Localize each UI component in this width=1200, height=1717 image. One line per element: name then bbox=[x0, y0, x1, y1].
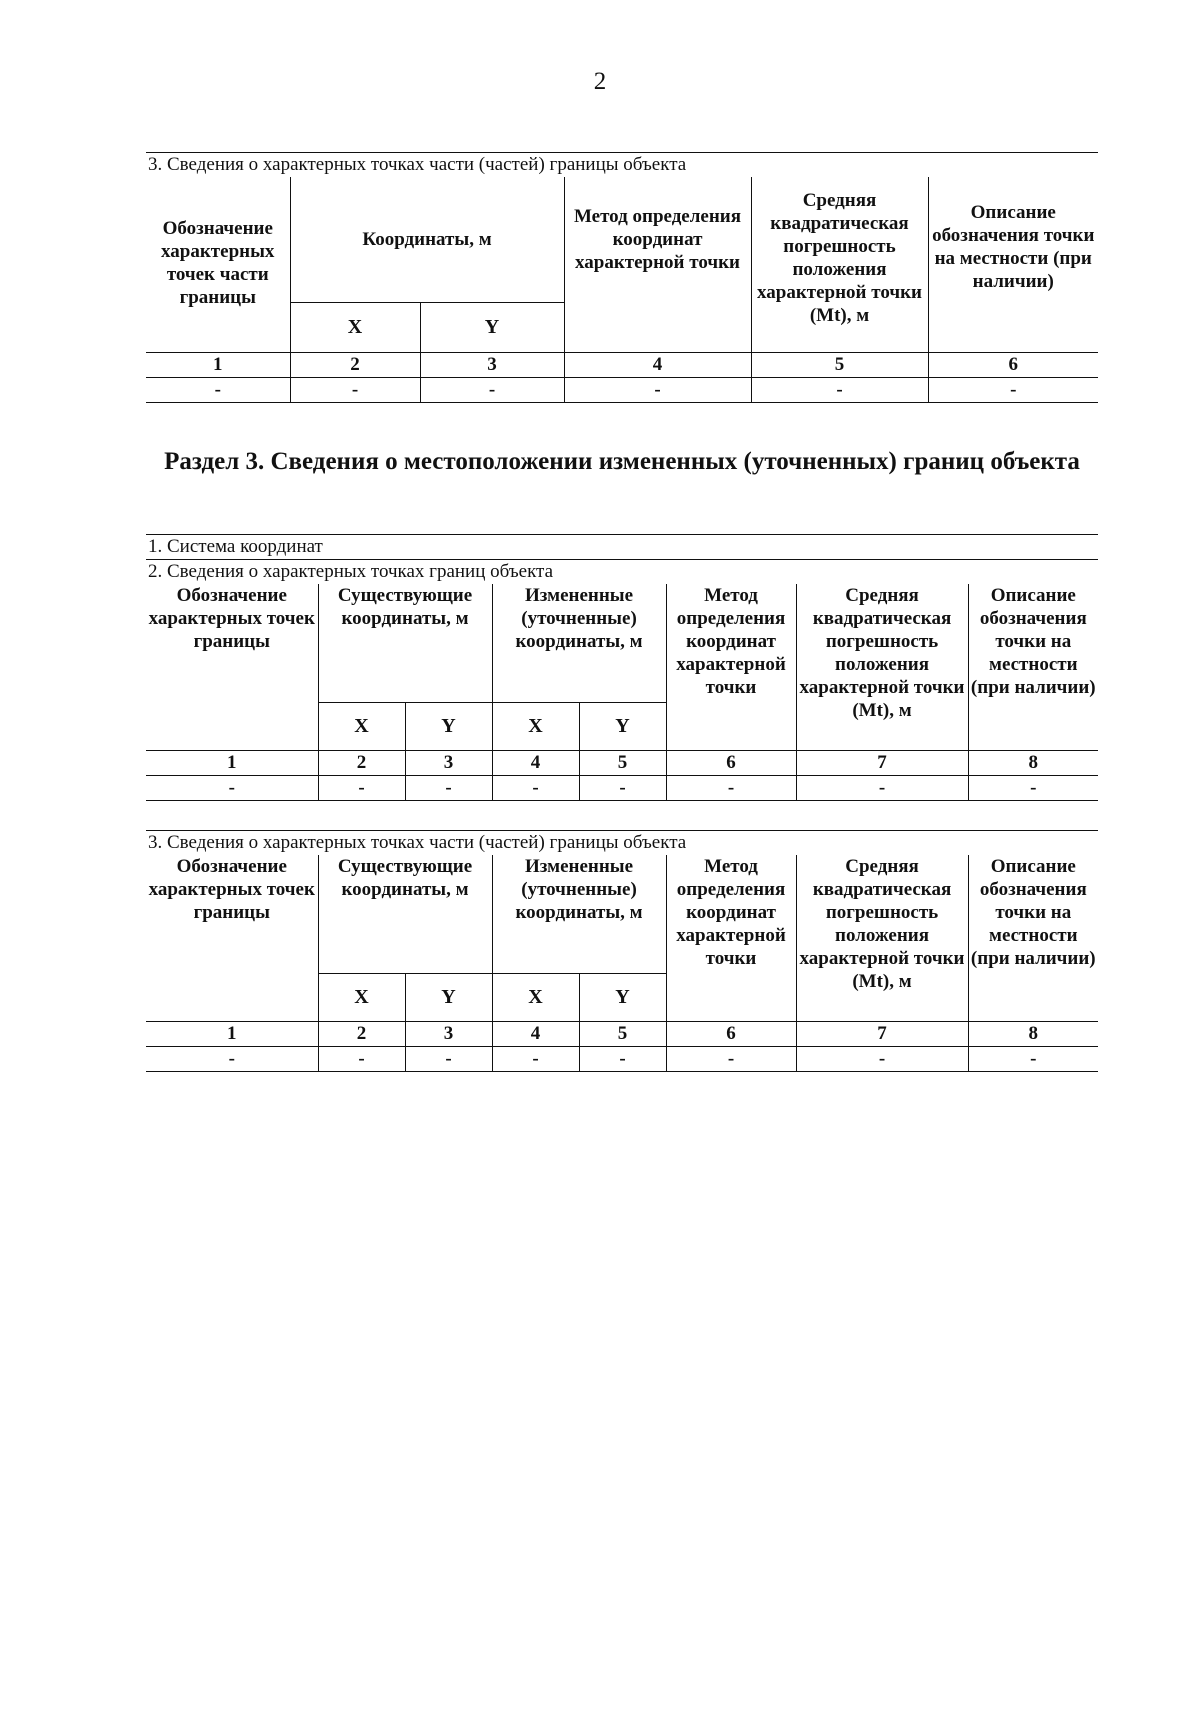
column-numbers-row bbox=[146, 750, 1098, 775]
table-cell: - bbox=[751, 377, 928, 402]
table-cell: - bbox=[146, 1046, 318, 1071]
table-cell: - bbox=[492, 775, 579, 800]
column-number: 6 bbox=[666, 750, 796, 775]
table-cell: - bbox=[928, 377, 1098, 402]
table-row bbox=[146, 775, 1098, 800]
table-cell: - bbox=[579, 1046, 666, 1071]
column-number: 1 bbox=[146, 352, 290, 377]
header-existing-y: Y bbox=[405, 702, 492, 750]
boundary-table-caption: 2. Сведения о характерных точках границ объекта bbox=[146, 559, 1098, 584]
header-existing-x: X bbox=[318, 702, 405, 750]
section-title: Раздел 3. Сведения о местоположении измененных (уточненных) границ объекта bbox=[164, 448, 1080, 475]
column-numbers-row bbox=[146, 1021, 1098, 1046]
table-cell: - bbox=[405, 775, 492, 800]
table-row bbox=[146, 377, 1098, 402]
header-x: X bbox=[290, 302, 420, 352]
header-changed-x: X bbox=[492, 702, 579, 750]
page-number: 2 bbox=[593, 68, 607, 95]
header-designation: Обозначение характерных точек границы bbox=[146, 584, 318, 750]
column-number: 3 bbox=[420, 352, 564, 377]
table-cell: - bbox=[968, 775, 1098, 800]
column-number: 5 bbox=[579, 1021, 666, 1046]
header-designation: Обозначение характерных точек части границы bbox=[146, 177, 290, 352]
header-designation: Обозначение характерных точек границы bbox=[146, 855, 318, 1021]
column-number: 6 bbox=[928, 352, 1098, 377]
column-number: 2 bbox=[318, 750, 405, 775]
header-changed-x: X bbox=[492, 973, 579, 1021]
column-number: 1 bbox=[146, 1021, 318, 1046]
header-description: Описание обозначения точки на местности (при наличии) bbox=[928, 177, 1098, 352]
column-number: 7 bbox=[796, 750, 968, 775]
column-number: 2 bbox=[290, 352, 420, 377]
header-changed-coordinates: Измененные (уточненные) координаты, м bbox=[492, 855, 666, 973]
header-error: Средняя квадратическая погрешность положения характерной точки (Mt), м bbox=[796, 584, 968, 750]
header-existing-x: X bbox=[318, 973, 405, 1021]
coordinate-system-caption: 1. Система координат bbox=[146, 534, 1098, 559]
column-number: 2 bbox=[318, 1021, 405, 1046]
header-coordinates: Координаты, м bbox=[290, 177, 564, 302]
column-number: 4 bbox=[564, 352, 751, 377]
header-method: Метод определения координат характерной точки bbox=[666, 584, 796, 750]
table-cell: - bbox=[420, 377, 564, 402]
header-description: Описание обозначения точки на местности (при наличии) bbox=[968, 855, 1098, 1021]
column-number: 6 bbox=[666, 1021, 796, 1046]
table-cell: - bbox=[146, 775, 318, 800]
header-existing-coordinates: Существующие координаты, м bbox=[318, 584, 492, 702]
column-number: 4 bbox=[492, 750, 579, 775]
part-points-table-caption: 3. Сведения о характерных точках части (частей) границы объекта bbox=[146, 830, 1098, 855]
column-number: 3 bbox=[405, 750, 492, 775]
part-points-table bbox=[146, 855, 1098, 1072]
header-existing-y: Y bbox=[405, 973, 492, 1021]
column-number: 5 bbox=[751, 352, 928, 377]
table-cell: - bbox=[796, 1046, 968, 1071]
column-number: 1 bbox=[146, 750, 318, 775]
header-method: Метод определения координат характерной точки bbox=[666, 855, 796, 1021]
column-number: 8 bbox=[968, 1021, 1098, 1046]
table-cell: - bbox=[796, 775, 968, 800]
table-cell: - bbox=[564, 377, 751, 402]
part-boundary-points-section bbox=[146, 152, 1098, 403]
column-numbers-row bbox=[146, 352, 1098, 377]
header-method: Метод определения координат характерной точки bbox=[564, 177, 751, 352]
table-cell: - bbox=[318, 1046, 405, 1071]
column-number: 7 bbox=[796, 1021, 968, 1046]
part-points-section bbox=[146, 830, 1098, 1072]
header-error: Средняя квадратическая погрешность положения характерной точки (Mt), м bbox=[751, 177, 928, 352]
table-cell: - bbox=[318, 775, 405, 800]
column-number: 5 bbox=[579, 750, 666, 775]
table-cell: - bbox=[968, 1046, 1098, 1071]
part-table-caption: 3. Сведения о характерных точках части (частей) границы объекта bbox=[146, 152, 1098, 177]
column-number: 8 bbox=[968, 750, 1098, 775]
part-boundary-points-table bbox=[146, 177, 1098, 403]
table-cell: - bbox=[146, 377, 290, 402]
header-description: Описание обозначения точки на местности (при наличии) bbox=[968, 584, 1098, 750]
table-cell: - bbox=[579, 775, 666, 800]
column-number: 3 bbox=[405, 1021, 492, 1046]
table-cell: - bbox=[666, 1046, 796, 1071]
boundary-points-section bbox=[146, 534, 1098, 801]
table-cell: - bbox=[405, 1046, 492, 1071]
boundary-points-table bbox=[146, 584, 1098, 801]
header-existing-coordinates: Существующие координаты, м bbox=[318, 855, 492, 973]
header-error: Средняя квадратическая погрешность положения характерной точки (Mt), м bbox=[796, 855, 968, 1021]
header-changed-y: Y bbox=[579, 973, 666, 1021]
header-y: Y bbox=[420, 302, 564, 352]
table-cell: - bbox=[290, 377, 420, 402]
table-cell: - bbox=[666, 775, 796, 800]
column-number: 4 bbox=[492, 1021, 579, 1046]
header-changed-coordinates: Измененные (уточненные) координаты, м bbox=[492, 584, 666, 702]
table-row bbox=[146, 1046, 1098, 1071]
header-changed-y: Y bbox=[579, 702, 666, 750]
table-cell: - bbox=[492, 1046, 579, 1071]
